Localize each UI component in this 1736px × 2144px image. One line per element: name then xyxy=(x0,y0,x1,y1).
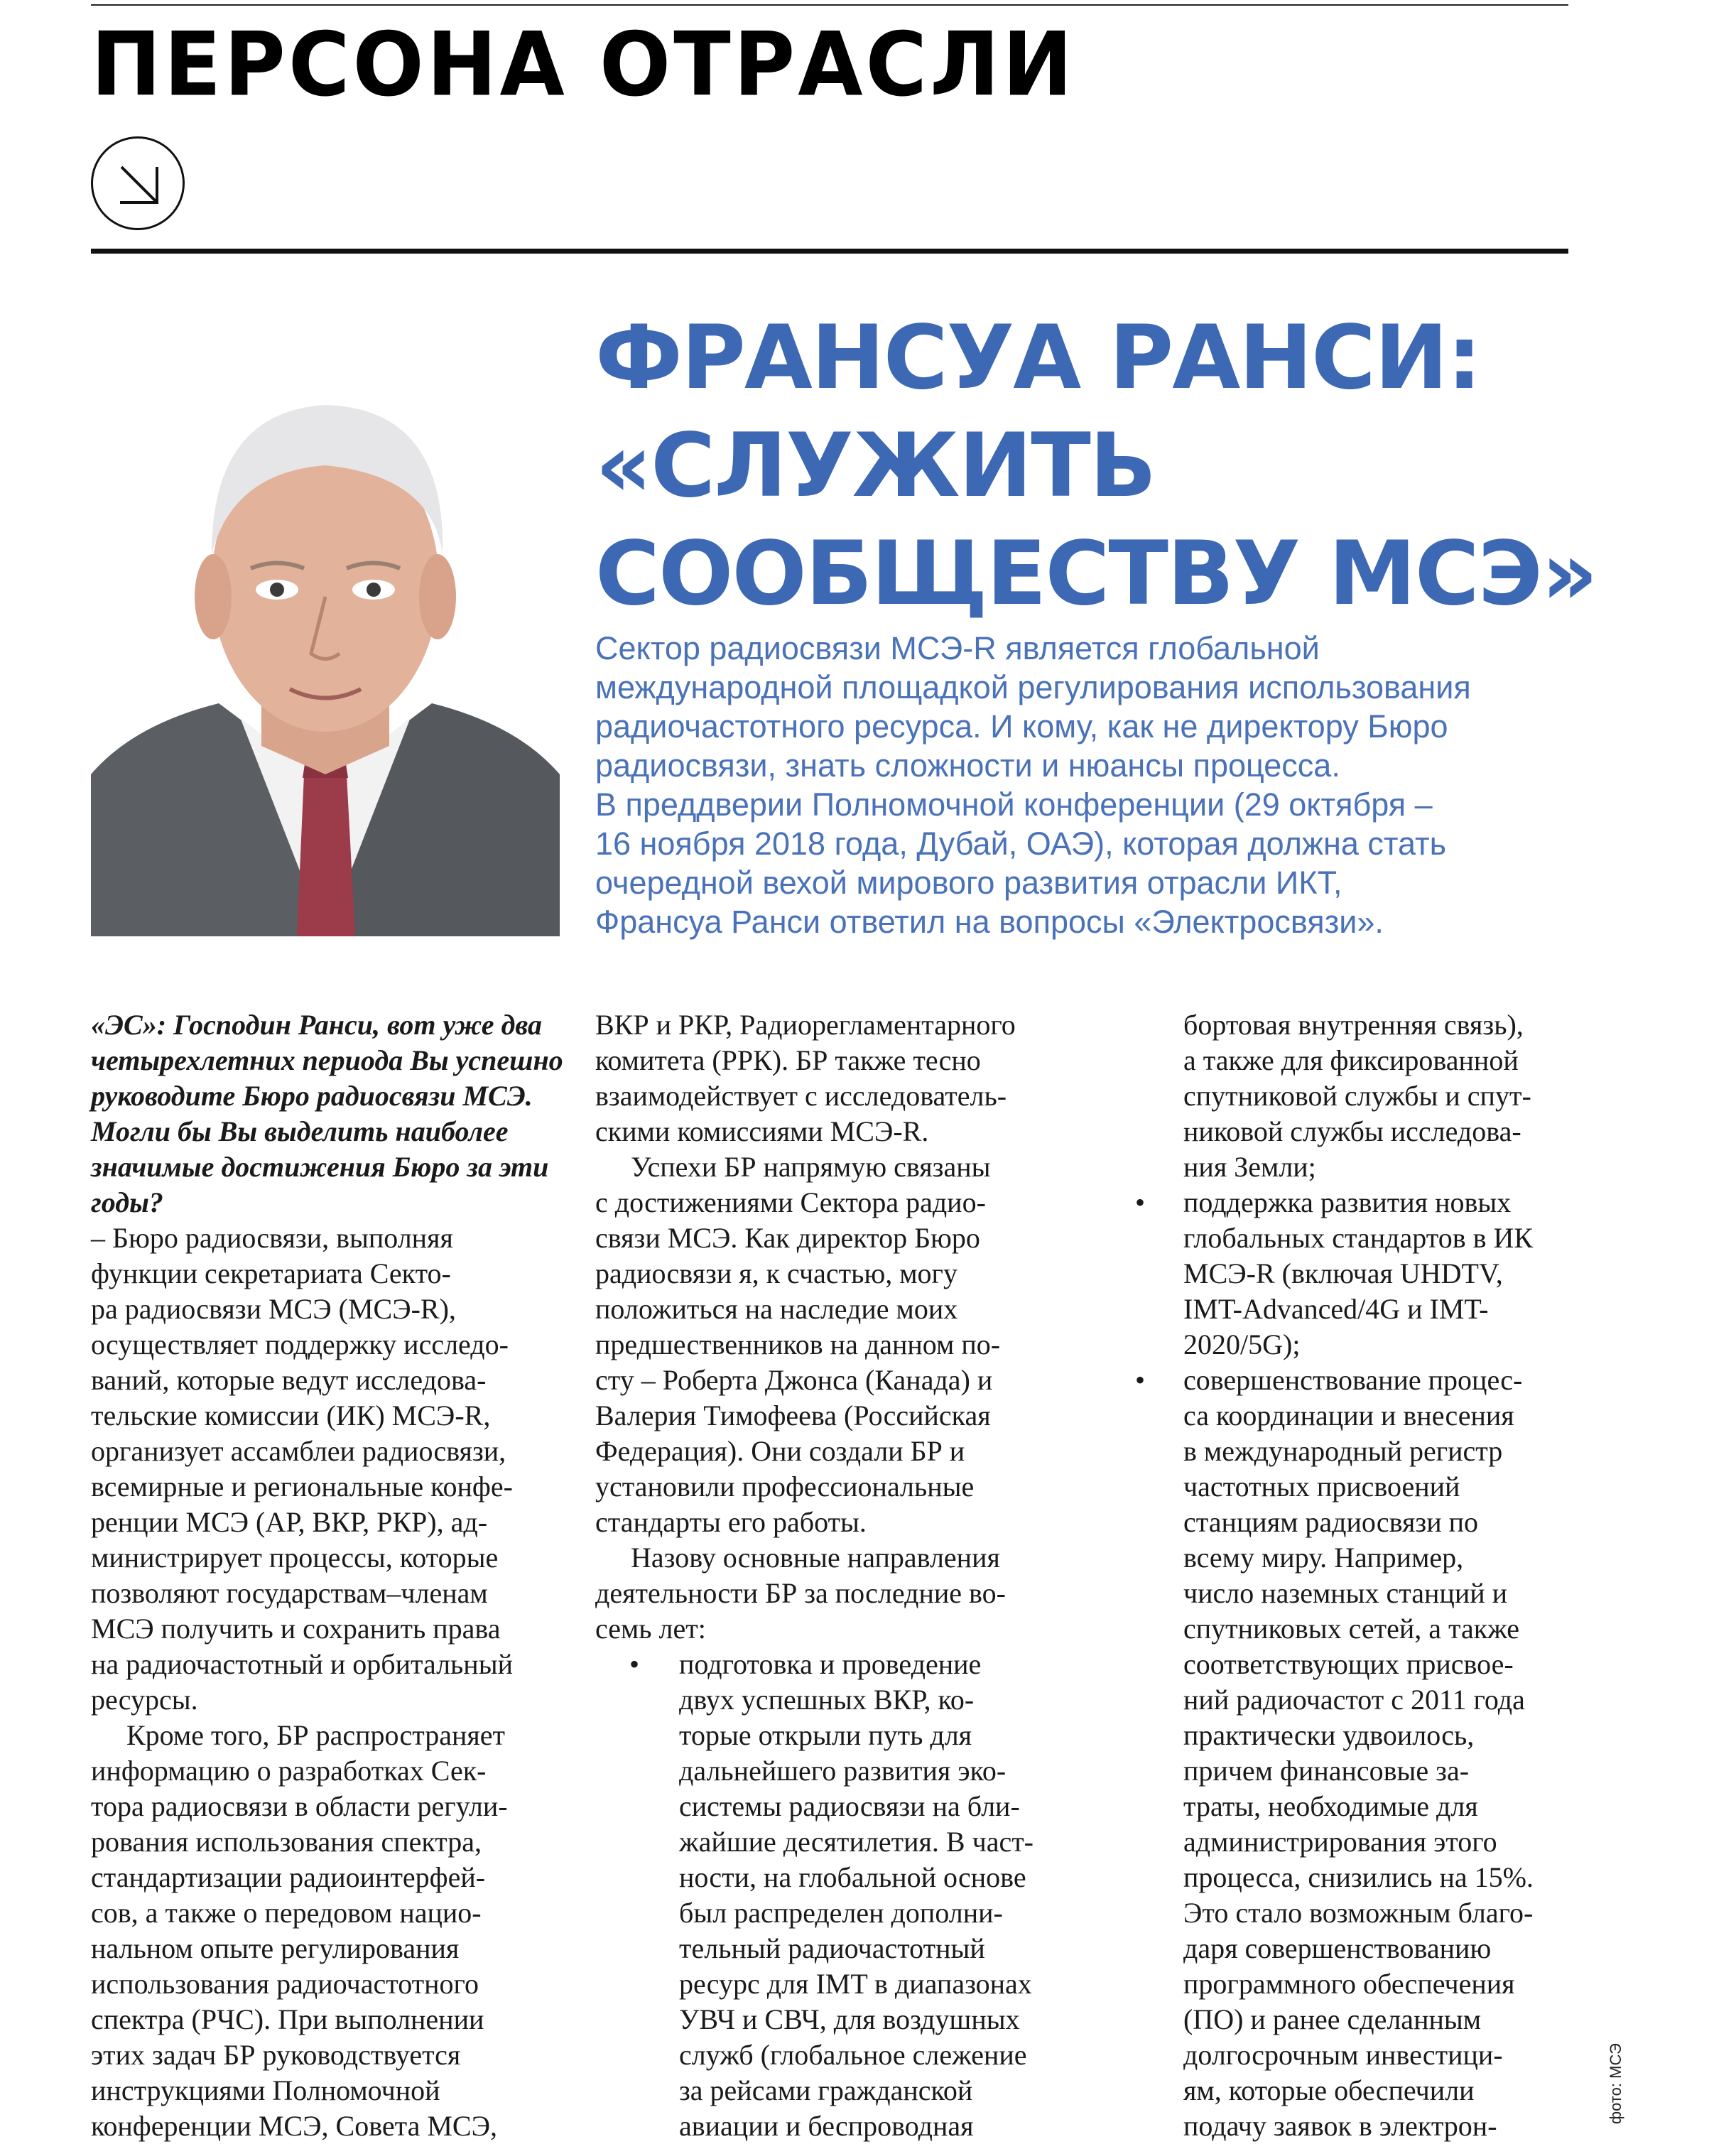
bullet-line: число наземных станций и xyxy=(1183,1577,1508,1609)
paragraph-line: радиосвязи я, к счастью, могу xyxy=(595,1257,957,1289)
paragraph-line: нальном опыте регулирования xyxy=(91,1932,460,1964)
bullet-line: подготовка и проведение xyxy=(679,1648,982,1680)
bullet-line: процесса, снизились на 15%. xyxy=(1183,1861,1534,1893)
bullet-line: за рейсами гражданской xyxy=(679,2074,973,2106)
bullet-line: бортовая внутренняя связь), xyxy=(1183,1009,1524,1041)
paragraph-line: комитета (РРК). БР также тесно xyxy=(595,1044,981,1076)
bullet-line: тельный радиочастотный xyxy=(679,1932,985,1964)
question-line: годы? xyxy=(91,1186,163,1218)
bullet-line: ния Земли; xyxy=(1183,1151,1316,1183)
bullet-line: был распределен дополни- xyxy=(679,1897,1003,1929)
question-line: Могли бы Вы выделить наиболее xyxy=(91,1115,509,1147)
bullet-icon: • xyxy=(1135,1186,1146,1218)
paragraph-line: семь лет: xyxy=(595,1613,706,1645)
lead-line: Сектор радиосвязи МСЭ-R является глобальной xyxy=(595,630,1320,666)
paragraph-line: спектра (РЧС). При выполнении xyxy=(91,2003,484,2035)
bullet-line: совершенствование процес- xyxy=(1183,1364,1523,1396)
bullet-line: са координации и внесения xyxy=(1183,1399,1514,1431)
bullet-item xyxy=(1100,1185,1568,1220)
paragraph-line: положиться на наследие моих xyxy=(595,1293,958,1325)
bullet-line: глобальных стандартов в ИК xyxy=(1183,1222,1534,1254)
bullet-line: частотных присвоений xyxy=(1183,1471,1460,1503)
photo-credit: фото: МСЭ xyxy=(1607,2043,1624,2124)
question-line: руководите Бюро радиосвязи МСЭ. xyxy=(91,1080,533,1112)
bullet-line: даря совершенствованию xyxy=(1183,1932,1492,1964)
header-rule xyxy=(91,249,1568,254)
answer-line: ра радиосвязи МСЭ (МСЭ-R), xyxy=(91,1293,456,1325)
paragraph-line: конференции МСЭ, Совета МСЭ, xyxy=(91,2110,497,2142)
bullet-line: спутниковых сетей, а также xyxy=(1183,1613,1520,1645)
bullet-line: траты, необходимые для xyxy=(1183,1790,1478,1822)
paragraph-line: скими комиссиями МСЭ-R. xyxy=(595,1115,929,1147)
paragraph-line: инструкциями Полномочной xyxy=(91,2074,440,2106)
bullet-line: 2020/5G); xyxy=(1183,1328,1301,1360)
bullet-line: в международный регистр xyxy=(1183,1435,1503,1467)
paragraph-line: Назову основные направления xyxy=(631,1542,1000,1574)
answer-line: МСЭ получить и сохранить права xyxy=(91,1613,501,1645)
bullet-line: Это стало возможным благо- xyxy=(1183,1897,1534,1929)
bullet-line: программного обеспечения xyxy=(1183,1968,1515,2000)
paragraph-line: стандарты его работы. xyxy=(595,1506,867,1538)
bullet-line: никовой службы исследова- xyxy=(1183,1115,1521,1147)
bullet-line: станциям радиосвязи по xyxy=(1183,1506,1479,1538)
lead-line: В преддверии Полномочной конференции (29 октября – xyxy=(595,786,1433,823)
answer-line: ресурсы. xyxy=(91,1684,198,1716)
paragraph-line: Валерия Тимофеева (Российская xyxy=(595,1399,991,1431)
bullet-line: поддержка развития новых xyxy=(1183,1186,1512,1218)
answer-line: организует ассамблеи радиосвязи, xyxy=(91,1435,506,1467)
paragraph-line: сту – Роберта Джонса (Канада) и xyxy=(595,1364,993,1396)
section-title: ПЕРСОНА ОТРАСЛИ xyxy=(91,12,1075,116)
paragraph-line: стандартизации радиоинтерфей- xyxy=(91,1861,486,1893)
paragraph-line: Кроме того, БР распространяет xyxy=(126,1719,505,1751)
headline-line: «СЛУЖИТЬ xyxy=(595,415,1156,517)
bullet-line: авиации и беспроводная xyxy=(679,2110,974,2142)
bullet-icon: • xyxy=(1135,1364,1146,1396)
paragraph-line: связи МСЭ. Как директор Бюро xyxy=(595,1222,980,1254)
bullet-line: ности, на глобальной основе xyxy=(679,1861,1026,1893)
paragraph-line: рования использования спектра, xyxy=(91,1826,482,1858)
lead-line: международной площадкой регулирования использования xyxy=(595,669,1471,705)
paragraph-line: предшественников на данном по- xyxy=(595,1328,1001,1360)
paragraph-line: Федерация). Они создали БР и xyxy=(595,1435,965,1467)
answer-line: ренции МСЭ (АР, ВКР, РКР), ад- xyxy=(91,1506,488,1538)
bullet-line: спутниковой службы и спут- xyxy=(1183,1080,1531,1112)
bullet-line: администрирования этого xyxy=(1183,1826,1497,1858)
text-column-1 xyxy=(91,1007,563,2144)
bullet-line: соответствующих присвое- xyxy=(1183,1648,1514,1680)
bullet-line: служб (глобальное слежение xyxy=(679,2039,1027,2071)
question-line: «ЭС»: Господин Ранси, вот уже два xyxy=(91,1009,542,1041)
bullet-line: подачу заявок в электрон- xyxy=(1183,2110,1497,2142)
answer-line: осуществляет поддержку исследо- xyxy=(91,1328,509,1360)
bullet-line: (ПО) и ранее сделанным xyxy=(1183,2003,1482,2035)
question-line: четырехлетних периода Вы успешно xyxy=(91,1044,563,1076)
headline-line: СООБЩЕСТВУ МСЭ» xyxy=(595,523,1597,625)
answer-line: функции секретариата Секто- xyxy=(91,1257,451,1289)
paragraph-line: Успехи БР напрямую связаны xyxy=(631,1151,991,1183)
lead-paragraph xyxy=(595,629,1561,941)
answer-line: ваний, которые ведут исследова- xyxy=(91,1364,487,1396)
answer-line: на радиочастотный и орбитальный xyxy=(91,1648,513,1680)
bullet-line: причем финансовые за- xyxy=(1183,1755,1470,1787)
answer-line: – Бюро радиосвязи, выполняя xyxy=(91,1222,453,1254)
top-rule xyxy=(91,4,1568,6)
paragraph-line: использования радиочастотного xyxy=(91,1968,479,2000)
bullet-line: ний радиочастот с 2011 года xyxy=(1183,1684,1525,1716)
bullet-line: практически удвоилось, xyxy=(1183,1719,1475,1751)
portrait-photo xyxy=(91,320,560,936)
bullet-line: IMT-Advanced/4G и IMT- xyxy=(1183,1293,1489,1325)
text-column-3 xyxy=(1100,1007,1568,2144)
paragraph-line: установили профессиональные xyxy=(595,1471,975,1503)
lead-line: радиочастотного ресурса. И кому, как не директору Бюро xyxy=(595,708,1448,745)
paragraph-line: с достижениями Сектора радио- xyxy=(595,1186,986,1218)
bullet-line: УВЧ и СВЧ, для воздушных xyxy=(679,2003,1020,2035)
answer-line: всемирные и региональные конфе- xyxy=(91,1471,513,1503)
paragraph-line: информацию о разработках Сек- xyxy=(91,1755,487,1787)
bullet-line: а также для фиксированной xyxy=(1183,1044,1519,1076)
article-headline xyxy=(595,304,1597,628)
lead-line: радиосвязи, знать сложности и нюансы процесса. xyxy=(595,747,1340,784)
bullet-line: дальнейшего развития эко- xyxy=(679,1755,1007,1787)
paragraph-line: тора радиосвязи в области регули- xyxy=(91,1790,508,1822)
answer-line: позволяют государствам–членам xyxy=(91,1577,488,1609)
lead-line: 16 ноября 2018 года, Дубай, ОАЭ), которая должна стать xyxy=(595,825,1447,862)
bullet-item xyxy=(1100,1363,1568,1398)
bullet-line: двух успешных ВКР, ко- xyxy=(679,1684,975,1716)
question-line: значимые достижения Бюро за эти xyxy=(91,1151,549,1183)
bullet-line: ресурс для IMT в диапазонах xyxy=(679,1968,1032,2000)
lead-line: очередной вехой мирового развития отрасли ИКТ, xyxy=(595,865,1342,901)
text-column-2 xyxy=(595,1007,1064,2144)
paragraph-line: деятельности БР за последние во- xyxy=(595,1577,1006,1609)
bullet-line: долгосрочным инвестици- xyxy=(1183,2039,1503,2071)
paragraph-line: взаимодействует с исследователь- xyxy=(595,1080,1007,1112)
paragraph-line: сов, а также о передовом нацио- xyxy=(91,1897,482,1929)
bullet-line: жайшие десятилетия. В част- xyxy=(679,1826,1034,1858)
bullet-icon: • xyxy=(629,1648,640,1680)
paragraph-line: ВКР и РКР, Радиорегламентарного xyxy=(595,1009,1016,1041)
paragraph-line: этих задач БР руководствуется xyxy=(91,2039,461,2071)
bullet-line: МСЭ-R (включая UHDTV, xyxy=(1183,1257,1503,1289)
bullet-line: системы радиосвязи на бли- xyxy=(679,1790,1020,1822)
lead-line: Франсуа Ранси ответил на вопросы «Электросвязи». xyxy=(595,904,1384,940)
bullet-line: всему миру. Например, xyxy=(1183,1542,1464,1574)
headline-line: ФРАНСУА РАНСИ: xyxy=(595,307,1481,409)
bullet-line: торые открыли путь для xyxy=(679,1719,972,1751)
bullet-line: ям, которые обеспечили xyxy=(1183,2074,1475,2106)
arrow-down-right-icon xyxy=(91,136,185,230)
answer-line: тельские комиссии (ИК) МСЭ-R, xyxy=(91,1399,491,1431)
bullet-item xyxy=(595,1647,1064,1682)
answer-line: министрирует процессы, которые xyxy=(91,1542,499,1574)
